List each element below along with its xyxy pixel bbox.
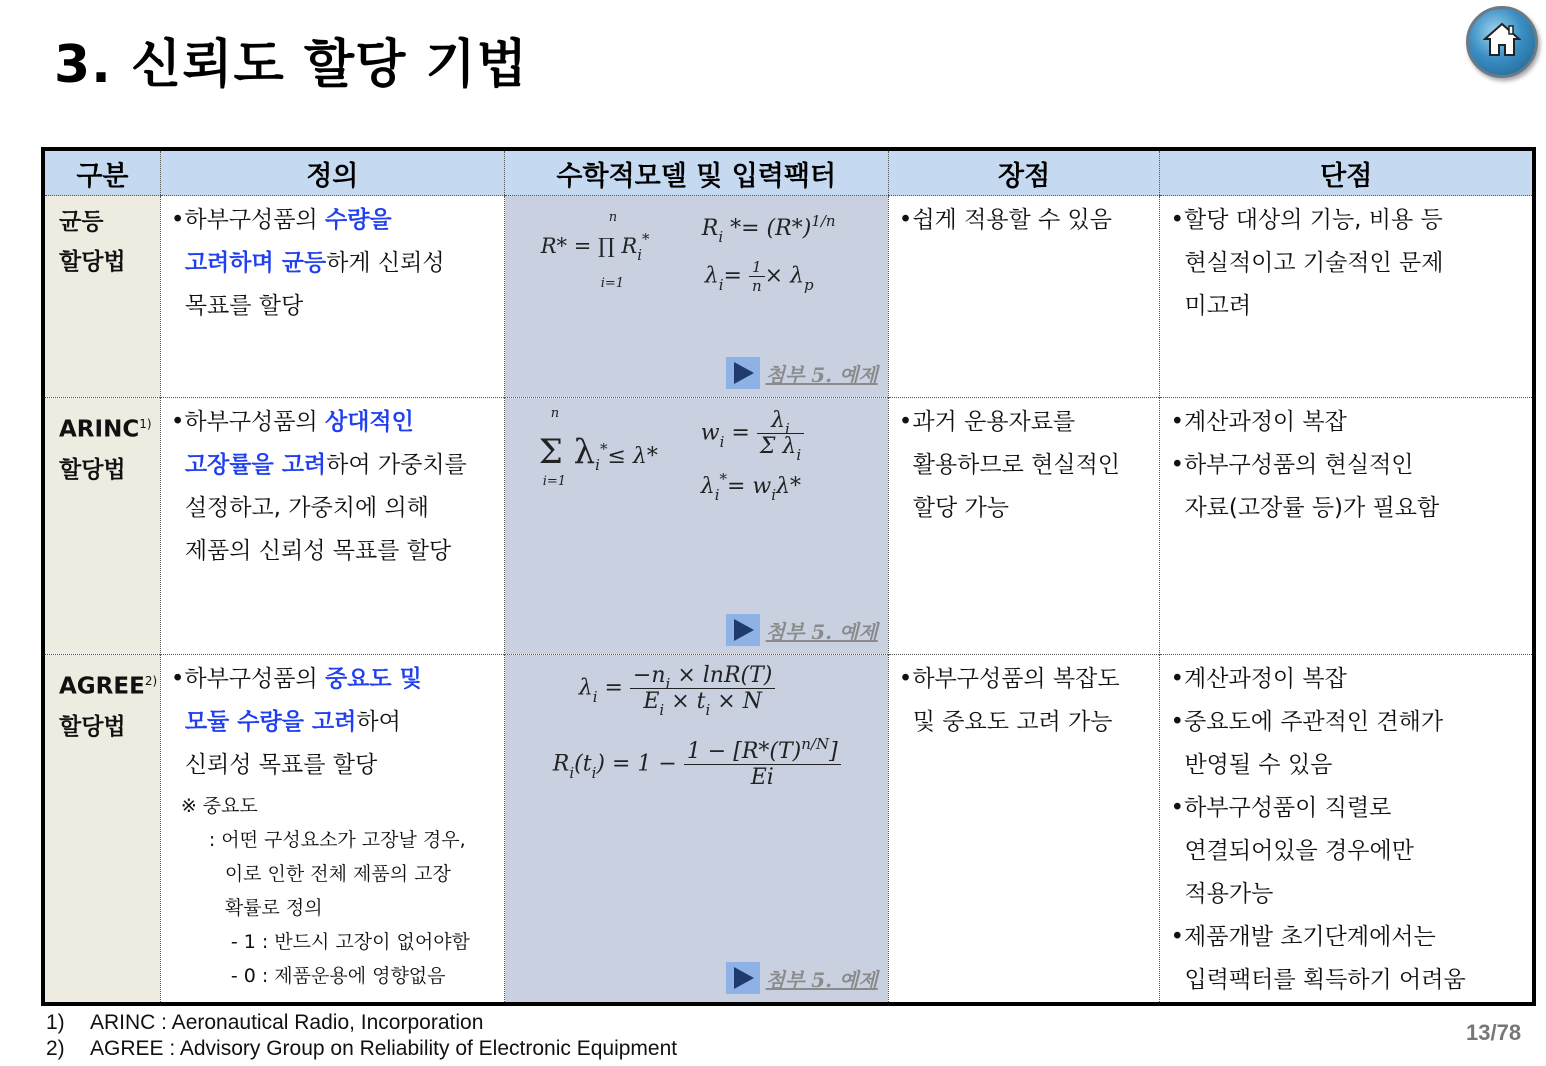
sum-constraint-formula: Σ $\lambda_i^*\le \lambda*$: [538, 432, 658, 474]
definition-cell: •하부구성품의 수량을 고려하며 균등하게 신뢰성 목표를 할당: [160, 196, 504, 398]
home-button[interactable]: [1466, 6, 1538, 78]
reference-link[interactable]: 첨부 5. 예제: [726, 357, 878, 389]
reference-link[interactable]: 첨부 5. 예제: [726, 962, 878, 994]
agree-reliability-formula: $R_i(t_i) = 1$ − $\frac{1 - [R*(T)^{n/N}]}{Ei}$: [553, 739, 841, 790]
definition-cell: •하부구성품의 상대적인 고장률을 고려하여 가중치를 설정하고, 가중치에 의해 제품의 신뢰성 목표를 할당: [160, 398, 504, 655]
category-cell: AGREE$^{2)}$ 할당법: [43, 655, 160, 1005]
footnote: 1) ARINC : Aeronautical Radio, Incorporation: [46, 1011, 484, 1034]
home-icon: [1483, 22, 1521, 58]
model-cell: [504, 655, 888, 1005]
play-arrow-icon: [726, 962, 760, 994]
agree-rate-formula: $\lambda_i$ = $\frac{-n_i \times \ln R(T)}{E_i \times t_i \times N}$: [579, 663, 776, 714]
table-header-row: [43, 149, 1534, 196]
failure-rate-formula: $\lambda_i=$ $\frac{1}{n}$ × $\lambda_p$: [704, 258, 814, 295]
importance-note: ※ 중요도 : 어떤 구성요소가 고장날 경우, 이로 인한 전체 제품의 고장 확률로 정의 - 1 : 반드시 고장이 없어야함 - 0 : 제품운용에 영향없음: [180, 795, 470, 987]
product-formula: R* = ∏ $R_i^*$: [540, 230, 650, 264]
advantages-cell: •과거 운용자료를 활용하므로 현실적인 할당 가능: [888, 398, 1160, 655]
model-cell: R* = ∏ $R_i^*$ n i=1 $R_i *= (R*)^{1/n}$ $\lambda_i=$ $\frac{1}{n}$ × $\lambda_p$ 첨부 5. 예제: [504, 196, 888, 398]
header-model: 수학적모델 및 입력팩터: [504, 149, 888, 196]
disadvantages-cell: •할당 대상의 기능, 비용 등 현실적이고 기술적인 문제 미고려: [1160, 196, 1534, 398]
header-definition: 정의: [160, 149, 504, 196]
weight-formula: $w_i$ = $\frac{\lambda_i}{\Sigma \lambda_i}$: [701, 408, 804, 459]
category-cell: ARINC$^{1)}$ 할당법: [43, 398, 160, 655]
definition-cell: •하부구성품의 중요도 및 모듈 수량을 고려하여 신뢰성 목표를 할당 ※ 중요도 : 어떤 구성요소가 고장날 경우, 이로 인한 전체 제품의 고장 확률로 정의 - 1 : 반드시 고장이 없어야함 - 0 : 제품운용에 영향없음: [160, 655, 504, 1005]
disadvantages-cell: •계산과정이 복잡 •중요도에 주관적인 견해가 반영될 수 있음 •하부구성품이 직렬로 연결되어있을 경우에만 적용가능 •제품개발 초기단계에서는 입력팩터를 획득하기 어려움: [1160, 655, 1534, 1005]
header-advantages: 장점: [888, 149, 1160, 196]
allocated-rate-formula: $\lambda_i^*= w_i\lambda*$: [700, 470, 802, 504]
table-row: [43, 655, 1534, 1005]
model-cell: Σ $\lambda_i^*\le \lambda*$ n i=1 $w_i$ = $\frac{\lambda_i}{\Sigma \lambda_i}$ $\lambda_i^*= w_i\lambda*$ 첨부 5. 예제: [504, 398, 888, 655]
advantages-cell: •하부구성품의 복잡도 및 중요도 고려 가능: [888, 655, 1160, 1005]
allocation-formula: $R_i *= (R*)^{1/n}$: [701, 212, 836, 246]
page-number: 13/78: [1466, 1020, 1522, 1045]
advantages-cell: •쉽게 적용할 수 있음: [888, 196, 1160, 398]
category-cell: 균등 할당법: [43, 196, 160, 398]
table-row: [43, 398, 1534, 655]
footnotes: [46, 1010, 677, 1062]
play-arrow-icon: [726, 614, 760, 646]
disadvantages-cell: •계산과정이 복잡 •하부구성품의 현실적인 자료(고장률 등)가 필요함: [1160, 398, 1534, 655]
table-row: [43, 196, 1534, 398]
header-category: 구분: [43, 149, 160, 196]
header-disadvantages: 단점: [1160, 149, 1534, 196]
footnote: 2) AGREE : Advisory Group on Reliability of Electronic Equipment: [46, 1037, 678, 1060]
reference-link[interactable]: 첨부 5. 예제: [726, 614, 878, 646]
page-title: 3. 신뢰도 할당 기법: [54, 35, 528, 95]
allocation-methods-table: [41, 147, 1536, 1006]
play-arrow-icon: [726, 357, 760, 389]
